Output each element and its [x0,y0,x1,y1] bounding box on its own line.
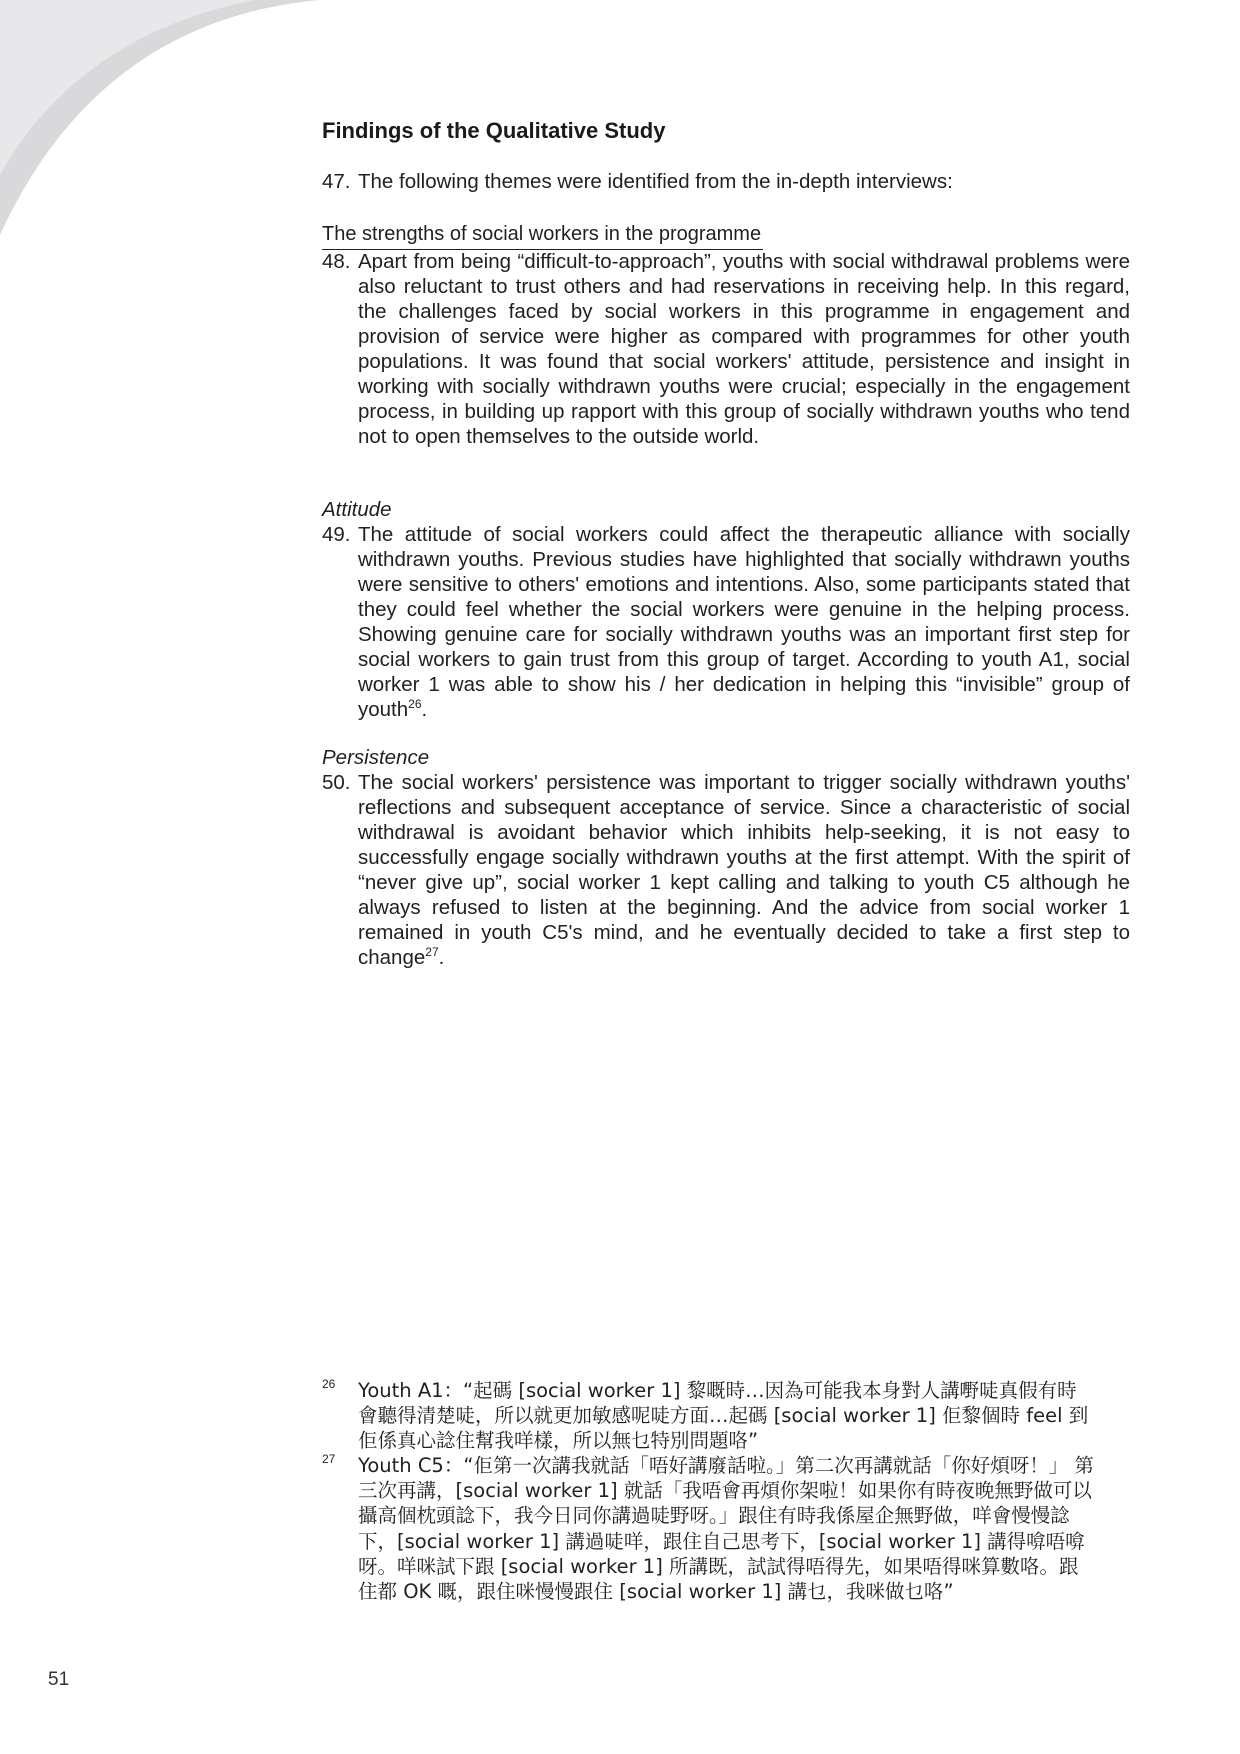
section-heading: Findings of the Qualitative Study [322,118,666,143]
paragraph-end: . [421,698,428,721]
paragraph-text: The attitude of social workers could affect the therapeutic alliance with socially withdrawn youths. Previous studies have highlighted that socially withdrawn youths were sensitive to others' emotions and intentions. Also, some participants stated that they could feel whether the social workers were genuine in the helping process. Showing genuine care for socially withdrawn youths was an important first step for social workers to gain trust from this group of target. According to youth A1, social worker 1 was able to show his / her dedication in helping this “invisible” group of youth [358,523,1130,721]
page-number: 51 [48,1669,70,1690]
paragraph-text: The following themes were identified from the in-depth interviews: [358,170,953,193]
paragraph-number: 50. [322,771,351,794]
paragraph-number: 47. [322,170,351,193]
subheading: The strengths of social workers in the programme [322,222,763,250]
paragraph-number: 49. [322,523,351,546]
paragraph-49 [322,522,1130,722]
footnote-text: Youth A1：“起碼 [social worker 1] 黎嘅時…因為可能我本身對人講嘢唗真假有時會聽得清楚唗，所以就更加敏感呢唗方面…起碼 [social worker 1] 佢黎個時 feel 到佢係真心諗住幫我咩樣，所以無乜特別問題咯” [358,1379,1089,1453]
paragraph-48 [322,249,1130,449]
footnote-ref: 26 [408,697,422,712]
paragraph-text: The social workers' persistence was important to trigger socially withdrawn youths' reflections and subsequent acceptance of service. Since a characteristic of social withdrawal is avoidant behavior which inhibits help-seeking, it is not easy to successfully engage socially withdrawn youths at the first attempt. With the spirit of “never give up”, social worker 1 kept calling and talking to youth C5 although he always refused to listen at the beginning. And the advice from social worker 1 remained in youth C5's mind, and he eventually decided to take a first step to change [358,771,1130,969]
paragraph-end: . [438,946,445,969]
footnote-ref: 27 [425,945,439,960]
footnote-number: 26 [322,1377,336,1391]
paragraph-number: 48. [322,250,351,273]
footnote-number: 27 [322,1452,336,1466]
paragraph-50 [322,770,1130,970]
footnote-text: Youth C5：“佢第一次講我就話「唔好講廢話啦。」第二次再講就話「你好煩呀！」 第三次再講，[social worker 1] 就話「我唔會再煩你架啦！如果你有時夜晚無野做可以攝高個枕頭諗下，我今日同你講過唗野呀。」跟住有時我係屋企無野做，咩會慢慢諗下，[social worker 1] 講過唗咩，跟住自己思考下，[social worker 1] 講得啽唔啽呀。咩咪試下跟 [social worker 1] 所講既，試試得唔得先，如果唔得咪算數咯。跟住都 OK 嘅，跟住咪慢慢跟住 [social worker 1] 講乜，我咪做乜咯” [358,1454,1094,1604]
footnote-26 [322,1378,1094,1454]
subheading-persistence: Persistence [322,746,430,769]
subheading-attitude: Attitude [322,498,392,521]
paragraph-text: Apart from being “difficult-to-approach”, youths with social withdrawal problems were also reluctant to trust others and had reservations in receiving help. In this regard, the challenges faced by social workers in this programme in engagement and provision of service were higher as compared with programmes for other youth populations. It was found that social workers' attitude, persistence and insight in working with socially withdrawn youths were crucial; especially in the engagement process, in building up rapport with this group of socially withdrawn youths who tend not to open themselves to the outside world. [358,250,1130,448]
corner-decoration [0,0,320,240]
footnote-27 [322,1453,1094,1604]
paragraph-47 [322,169,1130,194]
